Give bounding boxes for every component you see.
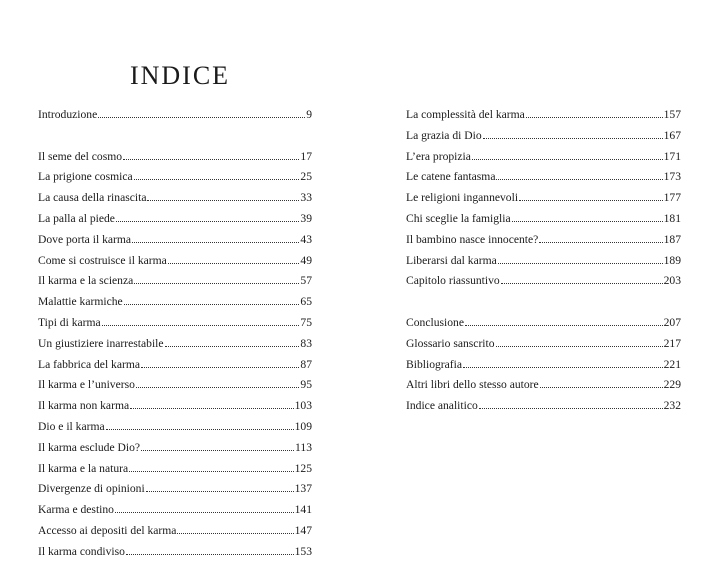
toc-entry-title: Il seme del cosmo: [38, 149, 123, 163]
toc-entry-title: Introduzione: [38, 108, 98, 121]
toc-entry[interactable]: [38, 150, 312, 171]
toc-entry[interactable]: [406, 378, 681, 399]
toc-entry[interactable]: [38, 170, 312, 191]
toc-entry-page: 57: [300, 274, 312, 288]
toc-entry-page: 43: [300, 232, 312, 246]
dot-leader: [512, 213, 663, 222]
toc-entry-page: 181: [663, 211, 681, 225]
toc-entry-page: 65: [300, 295, 312, 309]
toc-entry[interactable]: [38, 233, 312, 254]
toc-entry-page: 17: [300, 149, 312, 163]
toc-entry-page: 173: [663, 170, 681, 184]
dot-leader: [483, 130, 663, 139]
dot-leader: [126, 546, 294, 555]
dot-leader: [102, 317, 300, 326]
toc-entry-page: 109: [294, 419, 312, 433]
toc-entry[interactable]: [38, 295, 312, 316]
dot-leader: [168, 255, 300, 264]
dot-leader: [496, 171, 662, 180]
dot-leader: [472, 151, 663, 160]
toc-entry-page: 113: [295, 440, 312, 454]
page-title: INDICE: [129, 61, 231, 91]
toc-entry[interactable]: [406, 337, 681, 358]
dot-leader: [116, 213, 299, 222]
toc-spacer: [406, 295, 681, 316]
dot-leader: [130, 400, 294, 409]
toc-entry-title: Capitolo riassuntivo: [406, 274, 500, 288]
toc-entry[interactable]: [406, 399, 681, 420]
toc-entry-title: Il karma e l’universo: [38, 378, 135, 392]
toc-entry-title: Come si costruisce il karma: [38, 253, 167, 267]
dot-leader: [129, 463, 293, 472]
toc-entry-page: 167: [663, 128, 681, 142]
toc-entry[interactable]: [38, 254, 312, 275]
toc-entry[interactable]: [38, 545, 312, 566]
toc-entry-page: 229: [663, 378, 681, 392]
toc-entry-page: 171: [663, 149, 681, 163]
toc-entry[interactable]: [406, 274, 681, 295]
toc-entry-title: Il karma condiviso: [38, 544, 125, 558]
toc-entry-title: Conclusione: [406, 315, 464, 329]
toc-entry[interactable]: [406, 129, 681, 150]
toc-entry-page: 217: [663, 336, 681, 350]
toc-entry-title: Malattie karmiche: [38, 295, 123, 309]
toc-entry-page: 177: [663, 191, 681, 205]
toc-entry-page: 187: [663, 232, 681, 246]
toc-entry[interactable]: [38, 212, 312, 233]
toc-entry[interactable]: [406, 316, 681, 337]
toc-entry[interactable]: [38, 337, 312, 358]
toc-entry-page: 141: [294, 503, 312, 517]
toc-entry-title: La grazia di Dio: [406, 128, 482, 142]
toc-entry-page: 221: [663, 357, 681, 371]
dot-leader: [136, 379, 300, 388]
toc-entry[interactable]: [38, 378, 312, 399]
dot-leader: [177, 525, 293, 534]
dot-leader: [479, 400, 663, 409]
toc-entry[interactable]: [406, 212, 681, 233]
dot-leader: [498, 255, 663, 264]
toc-entry-page: 203: [663, 274, 681, 288]
toc-entry-title: Il karma e la scienza: [38, 274, 134, 288]
dot-leader: [501, 275, 663, 284]
toc-entry-page: 9: [306, 108, 312, 121]
toc-entry-title: L’era propizia: [406, 149, 471, 163]
dot-leader: [526, 109, 663, 118]
toc-entry-page: 39: [300, 211, 312, 225]
toc-entry[interactable]: [38, 482, 312, 503]
dot-leader: [165, 338, 300, 347]
toc-entry-title: Accesso ai depositi del karma: [38, 523, 177, 537]
toc-entry-title: La complessità del karma: [406, 108, 525, 121]
dot-leader: [519, 192, 663, 201]
toc-entry-page: 103: [294, 399, 312, 413]
toc-entry-page: 147: [294, 523, 312, 537]
toc-entry-title: Chi sceglie la famiglia: [406, 211, 511, 225]
toc-entry-page: 25: [300, 170, 312, 184]
toc-entry-title: La prigione cosmica: [38, 170, 133, 184]
toc-entry[interactable]: [38, 462, 312, 483]
toc-entry-title: Tipi di karma: [38, 315, 101, 329]
dot-leader: [132, 234, 299, 243]
toc-entry-page: 153: [294, 544, 312, 558]
toc-entry[interactable]: [406, 233, 681, 254]
toc-entry[interactable]: [38, 191, 312, 212]
toc-entry-title: Il karma non karma: [38, 399, 130, 413]
toc-entry-page: 83: [300, 336, 312, 350]
toc-entry[interactable]: [38, 420, 312, 441]
toc-entry-title: Dio e il karma: [38, 419, 105, 433]
toc-entry-title: Le catene fantasma: [406, 170, 496, 184]
toc-entry[interactable]: [38, 274, 312, 295]
toc-entry-page: 75: [300, 315, 312, 329]
toc-entry-page: 33: [300, 191, 312, 205]
toc-entry-title: Il karma esclude Dio?: [38, 440, 141, 454]
toc-entry[interactable]: [38, 108, 312, 129]
toc-entry[interactable]: [406, 358, 681, 379]
toc-entry-title: Karma e destino: [38, 503, 114, 517]
toc-entry-page: 157: [663, 108, 681, 121]
toc-entry-title: Il bambino nasce innocente?: [406, 232, 539, 246]
dot-leader: [465, 317, 663, 326]
toc-entry-title: Divergenze di opinioni: [38, 482, 145, 496]
toc-entry-page: 207: [663, 315, 681, 329]
toc-entry-title: La palla al piede: [38, 211, 115, 225]
toc-entry[interactable]: [406, 191, 681, 212]
toc-entry-title: Glossario sanscrito: [406, 336, 495, 350]
dot-leader: [134, 171, 300, 180]
dot-leader: [115, 504, 294, 513]
toc-spacer: [38, 129, 312, 150]
dot-leader: [123, 151, 299, 160]
dot-leader: [147, 192, 299, 201]
dot-leader: [141, 442, 294, 451]
dot-leader: [124, 296, 300, 305]
toc-entry-title: La causa della rinascita: [38, 191, 147, 205]
toc-entry-page: 125: [294, 461, 312, 475]
toc-entry[interactable]: [406, 108, 681, 129]
toc-entry-title: Indice analitico: [406, 399, 478, 413]
dot-leader: [134, 275, 299, 284]
toc-entry-page: 49: [300, 253, 312, 267]
toc-entry[interactable]: [406, 150, 681, 171]
dot-leader: [539, 234, 662, 243]
dot-leader: [540, 379, 663, 388]
toc-entry-title: Il karma e la natura: [38, 461, 129, 475]
toc-entry-title: Le religioni ingannevoli: [406, 191, 519, 205]
dot-leader: [463, 359, 663, 368]
toc-entry-page: 137: [294, 482, 312, 496]
dot-leader: [141, 359, 299, 368]
toc-entry[interactable]: [38, 316, 312, 337]
toc-entry-title: Bibliografia: [406, 357, 463, 371]
toc-entry-title: La fabbrica del karma: [38, 357, 141, 371]
toc-left-column: [38, 108, 312, 566]
toc-right-column: [406, 108, 681, 420]
dot-leader: [98, 109, 305, 118]
toc-entry[interactable]: [406, 254, 681, 275]
toc-entry-page: 95: [300, 378, 312, 392]
dot-leader: [146, 483, 294, 492]
toc-entry[interactable]: [406, 170, 681, 191]
dot-leader: [106, 421, 294, 430]
toc-entry-page: 232: [663, 399, 681, 413]
dot-leader: [496, 338, 663, 347]
toc-entry-title: Dove porta il karma: [38, 232, 132, 246]
toc-entry-page: 189: [663, 253, 681, 267]
toc-entry-title: Liberarsi dal karma: [406, 253, 497, 267]
toc-entry[interactable]: [38, 524, 312, 545]
toc-entry-title: Altri libri dello stesso autore: [406, 378, 539, 392]
toc-entry[interactable]: [38, 441, 312, 462]
toc-entry[interactable]: [38, 358, 312, 379]
toc-entry[interactable]: [38, 503, 312, 524]
toc-entry-page: 87: [300, 357, 312, 371]
toc-entry-title: Un giustiziere inarrestabile: [38, 336, 164, 350]
toc-entry[interactable]: [38, 399, 312, 420]
